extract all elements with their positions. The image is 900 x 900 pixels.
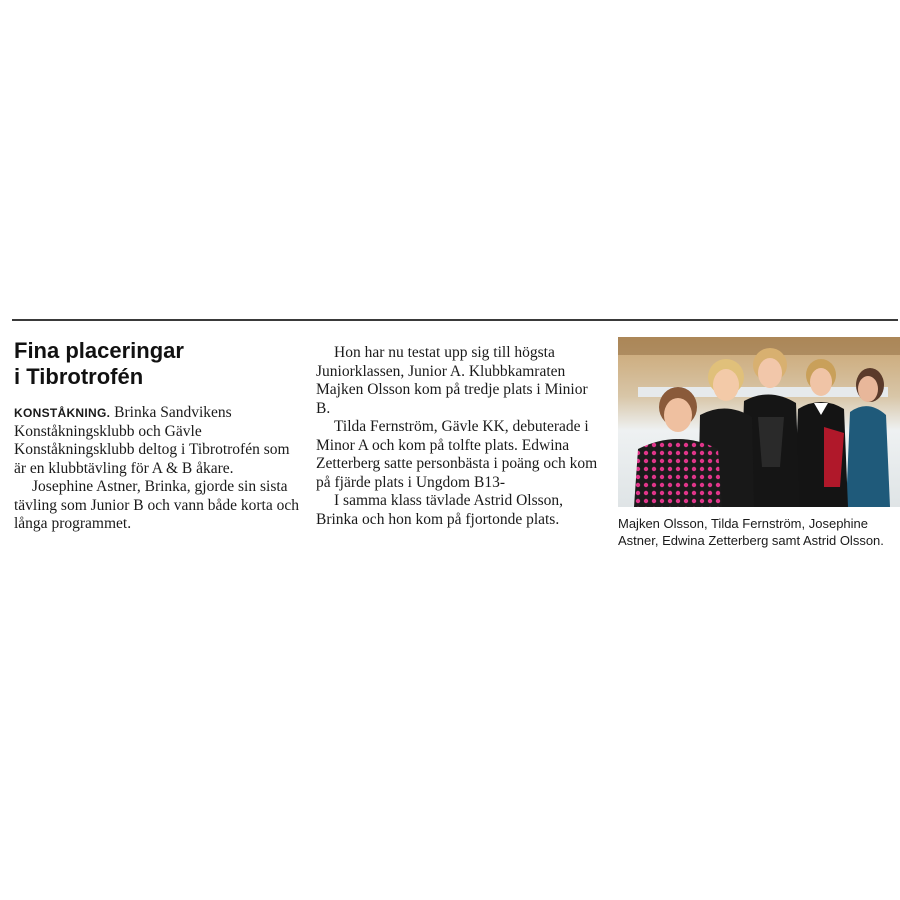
article-headline bbox=[14, 338, 299, 390]
headline-line-2: i Tibrotrofén bbox=[14, 364, 144, 389]
body-paragraph: Hon har nu testat upp sig till högsta Juniorklassen, Junior A. Klubbkamraten Majken Olsson kom på tredje plats i Minior B. bbox=[316, 344, 588, 417]
photo-caption: Majken Olsson, Tilda Fernström, Josephine Astner, Edwina Zetterberg samt Astrid Olsson. bbox=[618, 516, 884, 548]
body-paragraph: I samma klass tävlade Astrid Olsson, Brinka och hon kom på fjortonde plats. bbox=[316, 492, 564, 528]
lead-text: Brinka Sandvikens Konståkningsklubb och Gävle Konståkningsklubb deltog i Tibrotrofén som är en klubbtävling för A & B åkare. bbox=[14, 404, 290, 477]
lead-paragraph bbox=[14, 404, 299, 478]
headline-line-1: Fina placeringar bbox=[14, 338, 184, 363]
body-paragraph: Josephine Astner, Brinka, gjorde sin sista tävling som Junior B och vann både korta och långa programmet. bbox=[14, 478, 299, 532]
article-column-2 bbox=[316, 344, 602, 529]
top-rule bbox=[12, 319, 898, 321]
article-column-3 bbox=[618, 337, 900, 549]
article-column-1 bbox=[14, 338, 299, 534]
body-paragraph: Tilda Fernström, Gävle KK, debuterade i Minor A och kom på tolfte plats. Edwina Zetterberg satte personbästa i poäng och kom på fjärde plats i Ungdom B13- bbox=[316, 418, 598, 491]
skaters-photo bbox=[618, 337, 900, 507]
kicker: KONSTÅKNING. bbox=[14, 406, 111, 420]
